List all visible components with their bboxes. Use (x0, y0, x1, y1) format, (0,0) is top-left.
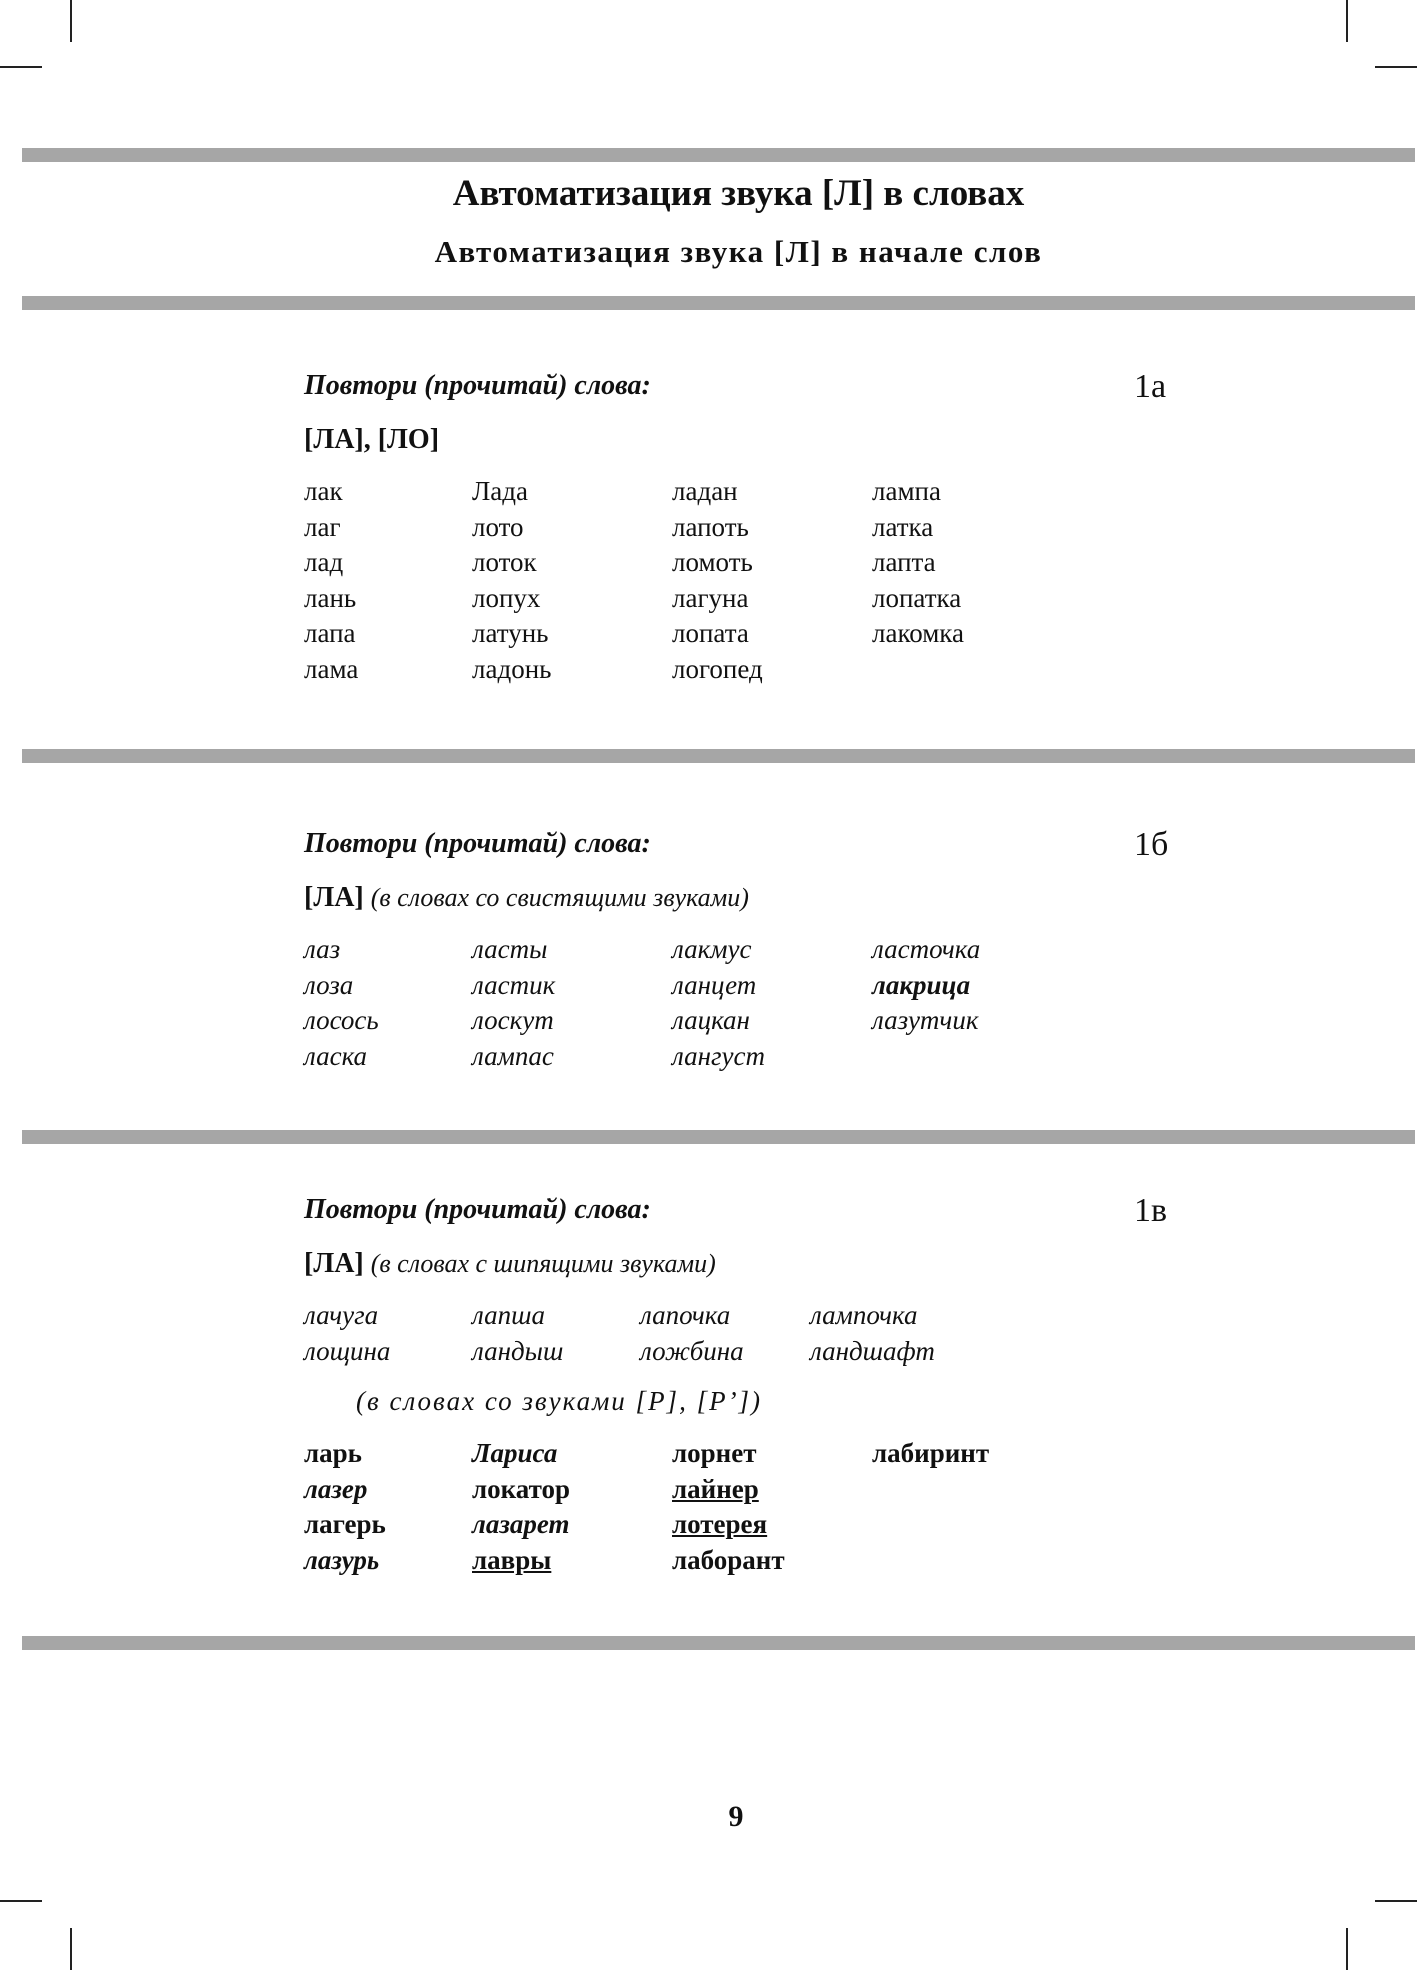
word: ласка (304, 1040, 368, 1071)
word: лабиринт (872, 1438, 990, 1468)
word: латка (872, 511, 934, 542)
word: ладан (672, 476, 738, 506)
word: лагуна (672, 582, 749, 613)
word: ладонь (472, 653, 552, 684)
word: лазарет (472, 1509, 570, 1539)
word: лопух (472, 582, 541, 613)
word: лад (304, 547, 344, 577)
word: лосось (304, 1005, 379, 1035)
section-label (304, 1248, 716, 1280)
exercise-number: 1б (1134, 826, 1169, 863)
word: лазутчик (872, 1005, 979, 1035)
word: лачуга (304, 1300, 379, 1330)
crop-mark (70, 0, 72, 42)
word-grid (304, 1298, 1030, 1369)
word: ландыш (472, 1335, 564, 1366)
section-instruction: Повтори (прочитай) слова: (304, 828, 651, 859)
crop-mark (1375, 1900, 1417, 1902)
word (872, 652, 1092, 688)
word: лангуст (672, 1040, 765, 1071)
divider-bar (22, 296, 1415, 310)
word: ломоть (672, 547, 753, 577)
divider-bar (22, 1636, 1415, 1650)
word: Лада (472, 476, 529, 506)
word: лорнет (672, 1438, 757, 1468)
word: лоток (472, 547, 537, 577)
sound-label: [ЛА] (304, 882, 364, 913)
word: лазурь (304, 1544, 380, 1575)
sound-note: (в словах с шипящими звуками) (370, 1249, 716, 1278)
divider-bar (22, 749, 1415, 763)
word: лагерь (304, 1509, 386, 1539)
word: ложбина (640, 1335, 744, 1366)
word: логопед (672, 653, 763, 684)
divider-bar (22, 1130, 1415, 1144)
divider-bar (22, 148, 1415, 162)
word: лоскут (472, 1005, 554, 1035)
exercise-number: 1в (1134, 1192, 1168, 1229)
sub-label: (в словах со звуками [Р], [Р’]) (356, 1386, 763, 1416)
word: лапта (872, 547, 936, 577)
word (872, 1472, 1092, 1508)
crop-mark (1346, 1928, 1348, 1970)
word: лама (304, 653, 359, 684)
word: лампочка (810, 1300, 918, 1330)
sound-note: (в словах со свистящими звуками) (370, 883, 749, 912)
word: лощина (304, 1335, 391, 1366)
word: лавры (472, 1544, 552, 1575)
word (872, 1543, 1092, 1579)
page-subtitle: Автоматизация звука [Л] в начале слов (434, 234, 1043, 269)
sound-label: [ЛА] (304, 1248, 364, 1279)
word: лампас (472, 1040, 554, 1071)
word: лазер (304, 1473, 368, 1504)
word: ласты (472, 934, 548, 964)
page-title: Автоматизация звука [Л] в словах (452, 173, 1025, 214)
word: лакрица (872, 969, 971, 1000)
word: лакомка (872, 618, 964, 648)
word-grid (304, 474, 1092, 687)
word: лаборант (672, 1544, 785, 1575)
word: ларь (304, 1438, 362, 1468)
word: лаг (304, 511, 341, 542)
crop-mark (0, 66, 42, 68)
word: лакмус (672, 934, 752, 964)
word: латунь (472, 618, 549, 648)
section-instruction: Повтори (прочитай) слова: (304, 370, 651, 401)
section-instruction: Повтори (прочитай) слова: (304, 1194, 651, 1225)
word (872, 1507, 1092, 1543)
word: лапша (472, 1300, 545, 1330)
page-number: 9 (728, 1800, 744, 1833)
crop-mark (1375, 66, 1417, 68)
section-label (304, 424, 439, 456)
word: ланцет (672, 969, 757, 1000)
crop-mark (0, 1900, 42, 1902)
word: лопатка (872, 582, 962, 613)
word: лапа (304, 618, 356, 648)
word-grid (304, 1436, 1092, 1578)
crop-mark (70, 1928, 72, 1970)
word: ласточка (872, 934, 981, 964)
word: локатор (472, 1473, 571, 1504)
word: лопата (672, 618, 749, 648)
word: лацкан (672, 1005, 750, 1035)
word: лапочка (640, 1300, 731, 1330)
word: лампа (872, 476, 941, 506)
word: ландшафт (810, 1335, 935, 1366)
exercise-number: 1а (1134, 368, 1167, 405)
word: лайнер (672, 1473, 759, 1504)
word: лоза (304, 969, 354, 1000)
word: лань (304, 582, 357, 613)
word (872, 1039, 1092, 1075)
word: лотерея (672, 1509, 768, 1539)
word: лак (304, 476, 343, 506)
crop-mark (1346, 0, 1348, 42)
sound-label: [ЛА], [ЛО] (304, 424, 440, 455)
word-grid (304, 932, 1092, 1074)
word: лото (472, 511, 524, 542)
section-label (304, 882, 749, 914)
word: лапоть (672, 511, 749, 542)
word: лаз (304, 934, 341, 964)
word: ластик (472, 969, 556, 1000)
word: Лариса (472, 1438, 558, 1468)
